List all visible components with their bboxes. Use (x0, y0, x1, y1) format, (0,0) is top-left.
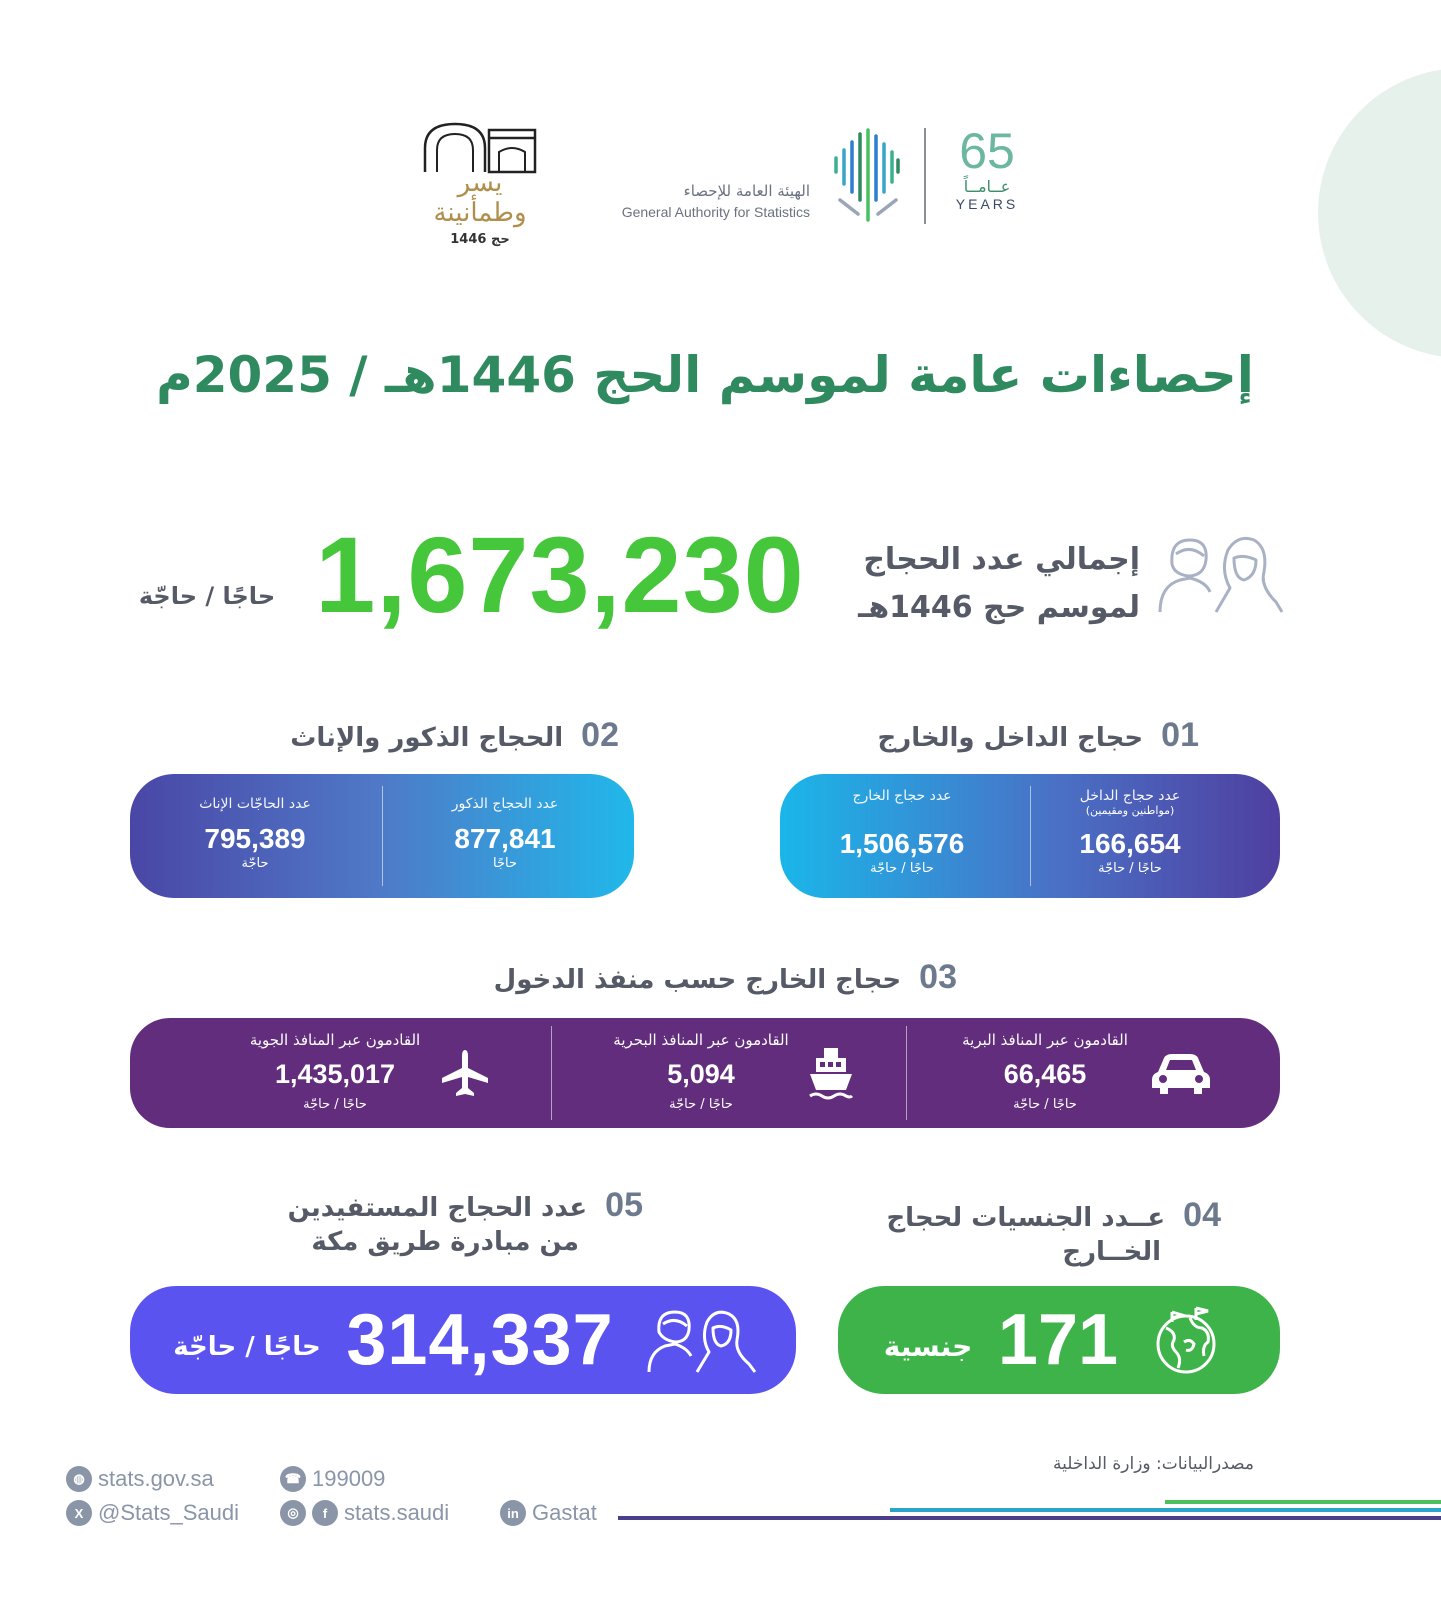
domestic-label: عدد حجاج الداخل (1079, 788, 1181, 804)
linkedin-link[interactable] (500, 1500, 597, 1526)
land-label: القادمون عبر المنافذ البرية (962, 1031, 1128, 1049)
globe-icon: ◍ (66, 1466, 92, 1492)
card-divider (551, 1026, 552, 1120)
land-unit: حاجًا / حاجّة (1013, 1097, 1077, 1112)
social-link[interactable] (280, 1500, 449, 1526)
section-01-header (877, 718, 1199, 755)
section-number: 05 (605, 1186, 643, 1224)
car-icon (1150, 1050, 1212, 1098)
hajj-1446-logo (410, 118, 550, 247)
kaaba-arch-icon (415, 118, 545, 174)
male-unit: حاجًا (493, 856, 517, 871)
data-source: مصدرالبيانات: وزارة الداخلية (1053, 1454, 1254, 1474)
total-label-line1: إجمالي عدد الحجاج (863, 542, 1140, 577)
page-title: إحصاءات عامة لموسم الحج 1446هـ / 2025م (156, 346, 1254, 404)
ship-icon (808, 1046, 854, 1102)
total-unit: حاجًا / حاجّة (138, 582, 276, 610)
foreign-label: عدد حجاج الخارج (852, 788, 952, 804)
website-text: stats.gov.sa (98, 1466, 214, 1491)
foreign-value: 1,506,576 (839, 828, 965, 859)
foreign-pilgrims-cell (802, 774, 1002, 898)
instagram-icon: ◎ (280, 1500, 306, 1526)
anniversary-en: YEARS (955, 196, 1019, 212)
section-title-line1: عدد الحجاج المستفيدين (287, 1193, 588, 1223)
gastat-palm-icon (830, 128, 902, 224)
phone-text: 199009 (312, 1466, 386, 1491)
section-05-header (288, 1188, 643, 1259)
air-label: القادمون عبر المنافذ الجوية (249, 1031, 421, 1049)
makkah-route-unit: حاجًا / حاجّة (173, 1332, 321, 1362)
section-number: 02 (581, 716, 619, 754)
nationalities-value: 171 (997, 1300, 1119, 1380)
domestic-sub: (مواطنين ومقيمين) (1085, 804, 1175, 817)
hajj-logo-year: حج 1446 (450, 232, 510, 247)
gastat-logo (612, 124, 1032, 224)
social-handle-text: stats.saudi (344, 1500, 450, 1525)
section-number: 04 (1183, 1196, 1221, 1234)
section-title: حجاج الخارج حسب منفذ الدخول (493, 965, 902, 995)
male-label: عدد الحجاج الذكور (451, 796, 559, 812)
phone-link[interactable] (280, 1466, 385, 1492)
authority-name-en: General Authority for Statistics (621, 204, 810, 220)
card-divider (906, 1026, 907, 1120)
anniversary-ar: عــامــاً (963, 177, 1011, 196)
section-title: الحجاج الذكور والإناث (290, 723, 564, 753)
total-label-line2: لموسم حج 1446هـ (858, 590, 1140, 625)
globe-icon (1152, 1306, 1222, 1376)
land-ports-cell (930, 1018, 1160, 1128)
land-value: 66,465 (1003, 1059, 1087, 1089)
section-number: 01 (1161, 716, 1199, 754)
sea-ports-cell (586, 1018, 816, 1128)
domestic-value: 166,654 (1079, 828, 1181, 859)
domestic-foreign-card (780, 774, 1280, 898)
female-value: 795,389 (204, 823, 306, 854)
sea-value: 5,094 (667, 1059, 735, 1089)
female-pilgrims-cell (152, 774, 358, 898)
section-title-line2: الخــارج (1062, 1237, 1161, 1267)
female-label: عدد الحاجّات الإناث (199, 796, 311, 812)
nationalities-card (838, 1286, 1280, 1394)
section-03-header (494, 960, 957, 997)
male-female-card (130, 774, 634, 898)
sea-label: القادمون عبر المنافذ البحرية (613, 1031, 789, 1049)
hajj-logo-script: يسر وطمأنينة (433, 168, 527, 228)
total-pilgrims-value: 1,673,230 (315, 514, 805, 635)
x-link[interactable] (66, 1500, 239, 1526)
foreign-unit: حاجًا / حاجّة (870, 861, 934, 876)
makkah-route-value: 314,337 (346, 1300, 614, 1380)
female-unit: حاجّة (241, 856, 269, 871)
male-pilgrims-cell (402, 774, 608, 898)
anniversary-number: 65 (959, 123, 1015, 179)
entry-ports-card (130, 1018, 1280, 1128)
section-title-line1: عــدد الجنسيات لحجاج (886, 1203, 1166, 1233)
airplane-icon (440, 1048, 490, 1098)
linkedin-text: Gastat (532, 1500, 597, 1525)
65-years-mark (942, 124, 1032, 212)
phone-icon: ☎ (280, 1466, 306, 1492)
total-label (850, 536, 1140, 632)
x-handle-text: @Stats_Saudi (98, 1500, 239, 1525)
section-04-header (886, 1198, 1221, 1269)
nationalities-unit: جنسية (883, 1330, 973, 1363)
section-title-line2: من مبادرة طريق مكة (311, 1227, 579, 1257)
domestic-unit: حاجًا / حاجّة (1098, 861, 1162, 876)
domestic-pilgrims-cell (1030, 774, 1230, 898)
card-divider (382, 786, 383, 886)
pilgrims-icon (645, 1304, 761, 1374)
air-unit: حاجًا / حاجّة (303, 1097, 367, 1112)
air-value: 1,435,017 (274, 1059, 396, 1089)
sea-unit: حاجًا / حاجّة (669, 1097, 733, 1112)
decorative-circle (1318, 68, 1441, 358)
makkah-route-card (130, 1286, 796, 1394)
section-title: حجاج الداخل والخارج (877, 723, 1144, 753)
linkedin-icon: in (500, 1500, 526, 1526)
air-ports-cell (220, 1018, 450, 1128)
authority-name-ar: الهيئة العامة للإحصاء (683, 182, 810, 200)
pilgrims-icon (1150, 528, 1286, 616)
male-value: 877,841 (454, 823, 556, 854)
section-number: 03 (919, 958, 957, 996)
facebook-icon: f (312, 1500, 338, 1526)
section-02-header (290, 718, 619, 755)
website-link[interactable] (66, 1466, 214, 1492)
logo-divider (924, 128, 926, 224)
card-divider (1030, 786, 1031, 886)
x-icon: X (66, 1500, 92, 1526)
